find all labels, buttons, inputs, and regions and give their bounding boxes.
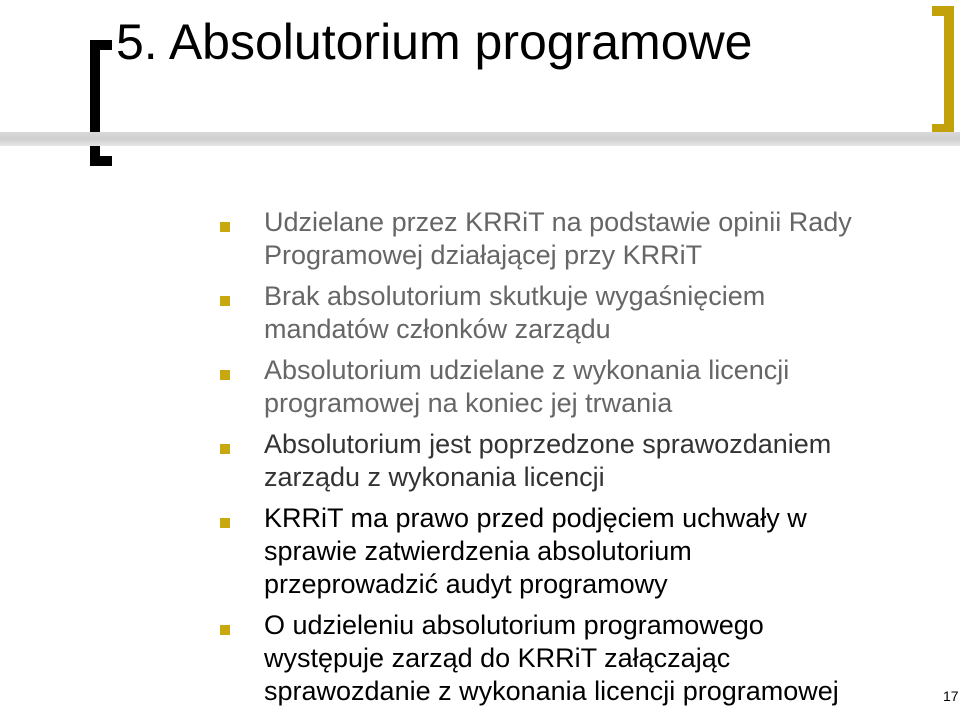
bullet-item-4 xyxy=(218,428,953,494)
bullet-line: Udzielane przez KRRiT na podstawie opinii Rady xyxy=(264,207,852,237)
bullet-line: mandatów członków zarządu xyxy=(264,314,611,344)
bullet-line: Programowej działającej przy KRRiT xyxy=(264,240,703,270)
bullet-line: przeprowadzić audyt programowy xyxy=(264,569,668,599)
bullet-line: Absolutorium jest poprzedzone sprawozdaniem xyxy=(264,429,832,459)
bullet-line: sprawie zatwierdzenia absolutorium xyxy=(264,536,692,566)
bullet-line: Absolutorium udzielane z wykonania licencji xyxy=(264,355,790,385)
bullet-line: programowej na koniec jej trwania xyxy=(264,388,673,418)
bullet-line: O udzieleniu absolutorium programowego xyxy=(264,610,764,640)
title-divider xyxy=(0,132,960,146)
bullet-square-icon xyxy=(220,625,230,635)
bullet-square-icon xyxy=(220,296,230,306)
bullet-item-1 xyxy=(218,206,953,272)
bullet-list xyxy=(218,206,953,716)
bullet-square-icon xyxy=(220,370,230,380)
left-bracket-decoration xyxy=(90,40,112,166)
bullet-square-icon xyxy=(220,444,230,454)
slide-title: 5. Absolutorium programowe xyxy=(116,14,753,70)
bullet-line: Brak absolutorium skutkuje wygaśnięciem xyxy=(264,281,766,311)
bullet-item-2 xyxy=(218,280,953,346)
bullet-item-3 xyxy=(218,354,953,420)
bullet-line: zarządu z wykonania licencji xyxy=(264,462,605,492)
bullet-line: występuje zarząd do KRRiT załączając xyxy=(264,643,731,673)
bullet-item-6 xyxy=(218,609,953,708)
bullet-square-icon xyxy=(220,222,230,232)
page-number: 17 xyxy=(943,688,959,704)
right-bracket-decoration xyxy=(932,6,954,134)
bullet-line: KRRiT ma prawo przed podjęciem uchwały w xyxy=(264,503,807,533)
bullet-item-5 xyxy=(218,502,953,601)
bullet-square-icon xyxy=(220,518,230,528)
bullet-line: sprawozdanie z wykonania licencji programowej xyxy=(264,676,839,706)
